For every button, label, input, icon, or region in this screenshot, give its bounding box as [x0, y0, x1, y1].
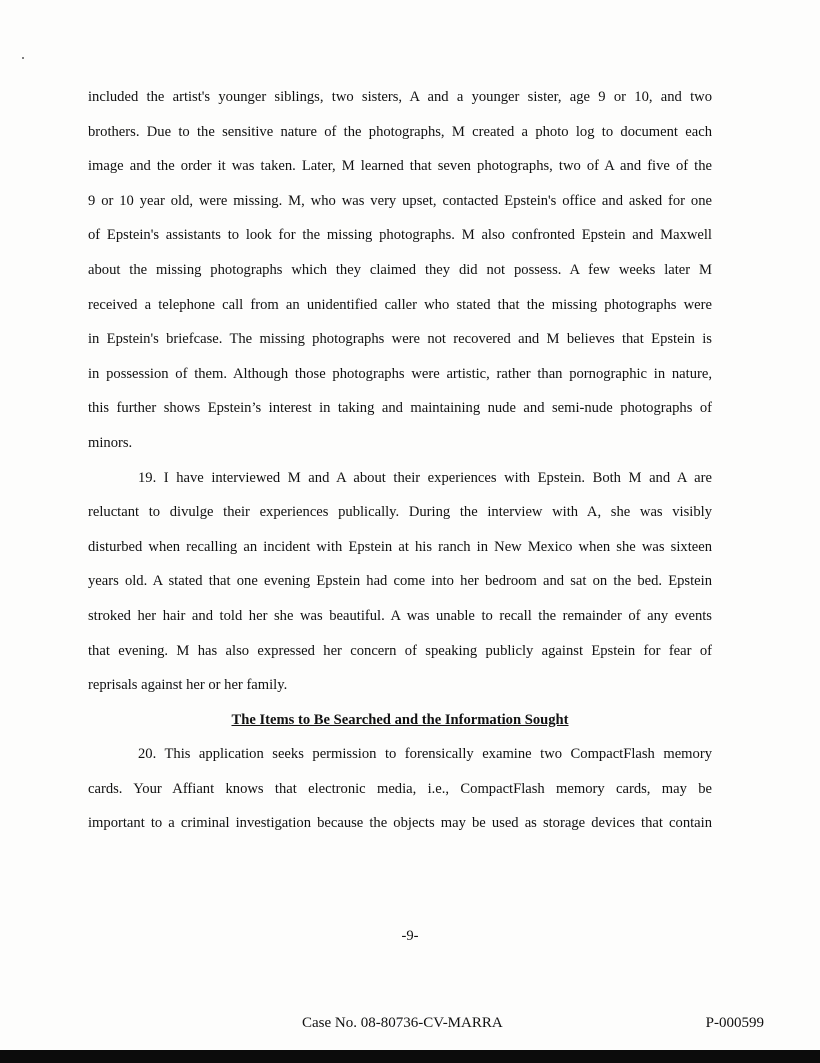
text-line: in possession of them. Although those photographs were artistic, rather than pornographic in nature,	[88, 365, 712, 382]
scan-bottom-border	[0, 1050, 820, 1063]
text-line: image and the order it was taken. Later, M learned that seven photographs, two of A and five of the	[88, 158, 712, 175]
text-line: reprisals against her or her family.	[88, 677, 288, 694]
footer-bates-number: P-000599	[705, 1015, 764, 1031]
text-line: of Epstein's assistants to look for the missing photographs. M also confronted Epstein and Maxwell	[88, 227, 712, 244]
text-line: about the missing photographs which they claimed they did not possess. A few weeks later M	[88, 261, 712, 278]
paragraph-19-line: 19. I have interviewed M and A about their experiences with Epstein. Both M and A are	[138, 469, 712, 486]
text-line: that evening. M has also expressed her concern of speaking publicly against Epstein for fear of	[88, 642, 712, 659]
text-line: important to a criminal investigation because the objects may be used as storage devices that contain	[88, 815, 712, 832]
scan-speck	[22, 57, 24, 59]
footer-case-number: Case No. 08-80736-CV-MARRA	[302, 1015, 503, 1031]
paragraph-20-line: 20. This application seeks permission to forensically examine two CompactFlash memory	[138, 746, 712, 763]
text-line: stroked her hair and told her she was beautiful. A was unable to recall the remainder of any events	[88, 607, 712, 624]
text-line: brothers. Due to the sensitive nature of the photographs, M created a photo log to document each	[88, 123, 712, 140]
text-line: cards. Your Affiant knows that electronic media, i.e., CompactFlash memory cards, may be	[88, 780, 712, 797]
text-line: reluctant to divulge their experiences publically. During the interview with A, she was visibly	[88, 504, 712, 521]
section-heading: The Items to Be Searched and the Information Sought	[231, 711, 569, 728]
document-body	[88, 80, 712, 841]
text-line: years old. A stated that one evening Epstein had come into her bedroom and sat on the bed. Epstein	[88, 573, 712, 590]
text-line: in Epstein's briefcase. The missing photographs were not recovered and M believes that Epstein is	[88, 331, 712, 348]
text-line: received a telephone call from an unidentified caller who stated that the missing photographs were	[88, 296, 712, 313]
text-line: this further shows Epstein’s interest in taking and maintaining nude and semi-nude photographs of	[88, 400, 712, 417]
text-line: disturbed when recalling an incident with Epstein at his ranch in New Mexico when she was sixteen	[88, 538, 712, 555]
text-line: minors.	[88, 434, 133, 451]
page-number: -9-	[401, 928, 419, 944]
text-line: included the artist's younger siblings, two sisters, A and a younger sister, age 9 or 10, and two	[88, 89, 712, 105]
text-line: 9 or 10 year old, were missing. M, who was very upset, contacted Epstein's office and asked for one	[88, 192, 712, 209]
